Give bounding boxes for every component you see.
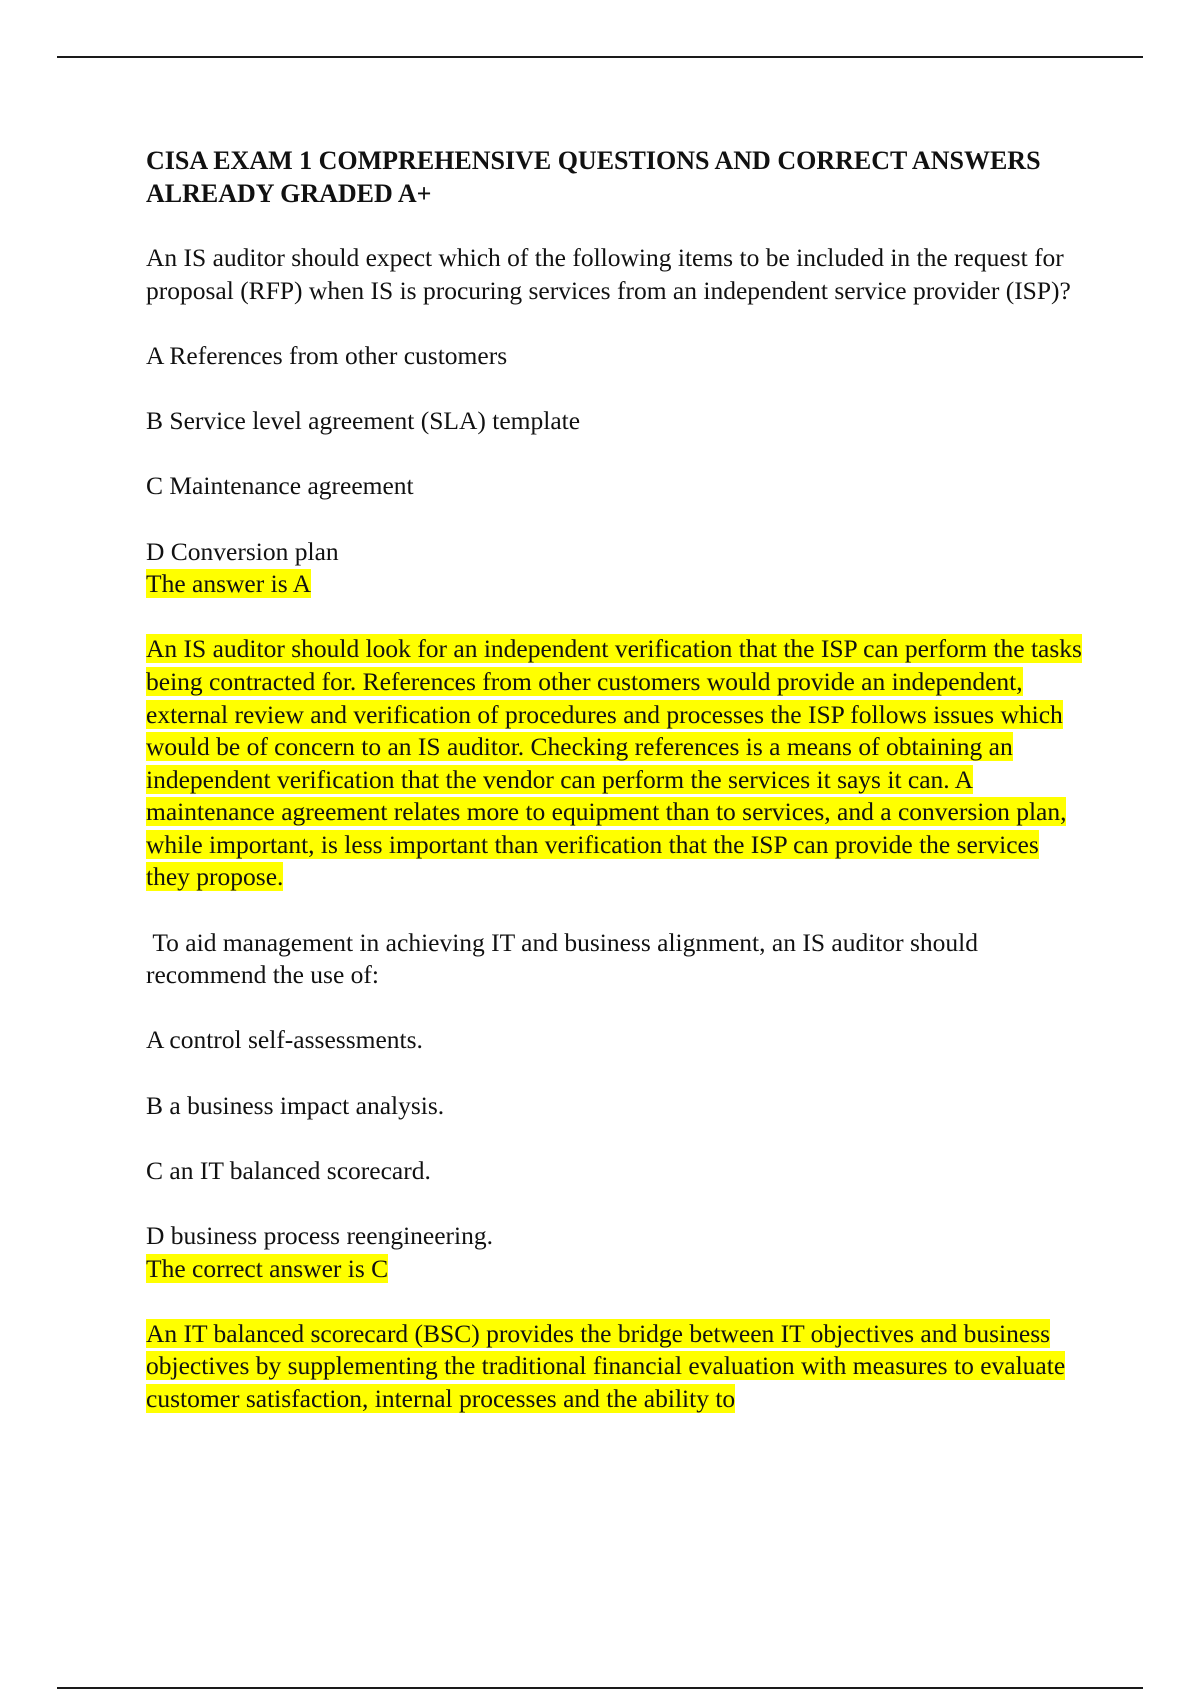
option-c: C an IT balanced scorecard. — [146, 1155, 431, 1185]
explanation-text: An IT balanced scorecard (BSC) provides the bridge between IT objectives and business objectives by supplementing the traditional financial evaluation with measures to evaluate customer satisfaction, internal processes and the ability to — [146, 1318, 1066, 1413]
option-d: D business process reengineering. — [146, 1221, 493, 1250]
bottom-rule — [57, 1687, 1143, 1689]
answer-text: The correct answer is C — [146, 1253, 389, 1283]
question-block — [146, 927, 1096, 1416]
document-title: CISA EXAM 1 COMPREHENSIVE QUESTIONS AND CORRECT ANSWERS ALREADY GRADED A+ — [146, 146, 1041, 208]
document-body — [146, 145, 1096, 1448]
option-c: C Maintenance agreement — [146, 471, 414, 501]
question-stem: To aid management in achieving IT and business alignment, an IS auditor should recommend the use of: — [146, 927, 985, 990]
top-rule — [57, 56, 1143, 58]
question-stem: An IS auditor should expect which of the following items to be included in the request for proposal (RFP) when IS is procuring services from an independent service provider (ISP)? — [146, 243, 1071, 305]
option-d: D Conversion plan — [146, 536, 339, 566]
explanation-text: An IS auditor should look for an independent verification that the ISP can perform the tasks being contracted for. References from other customers would provide an independent, external review and verification of procedures and processes the ISP follows issues which would be of concern to an IS auditor. Checking references is a means of obtaining an independent verification that the vendor can perform the services it says it can. A maintenance agreement relates more to equipment than to services, and a conversion plan, while important, is less important than verification that the ISP can provide the services they propose. — [146, 634, 1082, 892]
answer-text: The answer is A — [146, 569, 312, 599]
answer-explanation — [146, 1318, 1086, 1416]
question-block — [146, 242, 1096, 894]
option-b: B Service level agreement (SLA) template — [146, 406, 581, 436]
option-b: B a business impact analysis. — [146, 1090, 445, 1120]
option-a: A References from other customers — [146, 340, 508, 370]
answer-line — [146, 1253, 1096, 1286]
answer-explanation — [146, 633, 1086, 894]
answer-line — [146, 568, 1096, 601]
option-a: A control self-assessments. — [146, 1025, 423, 1055]
